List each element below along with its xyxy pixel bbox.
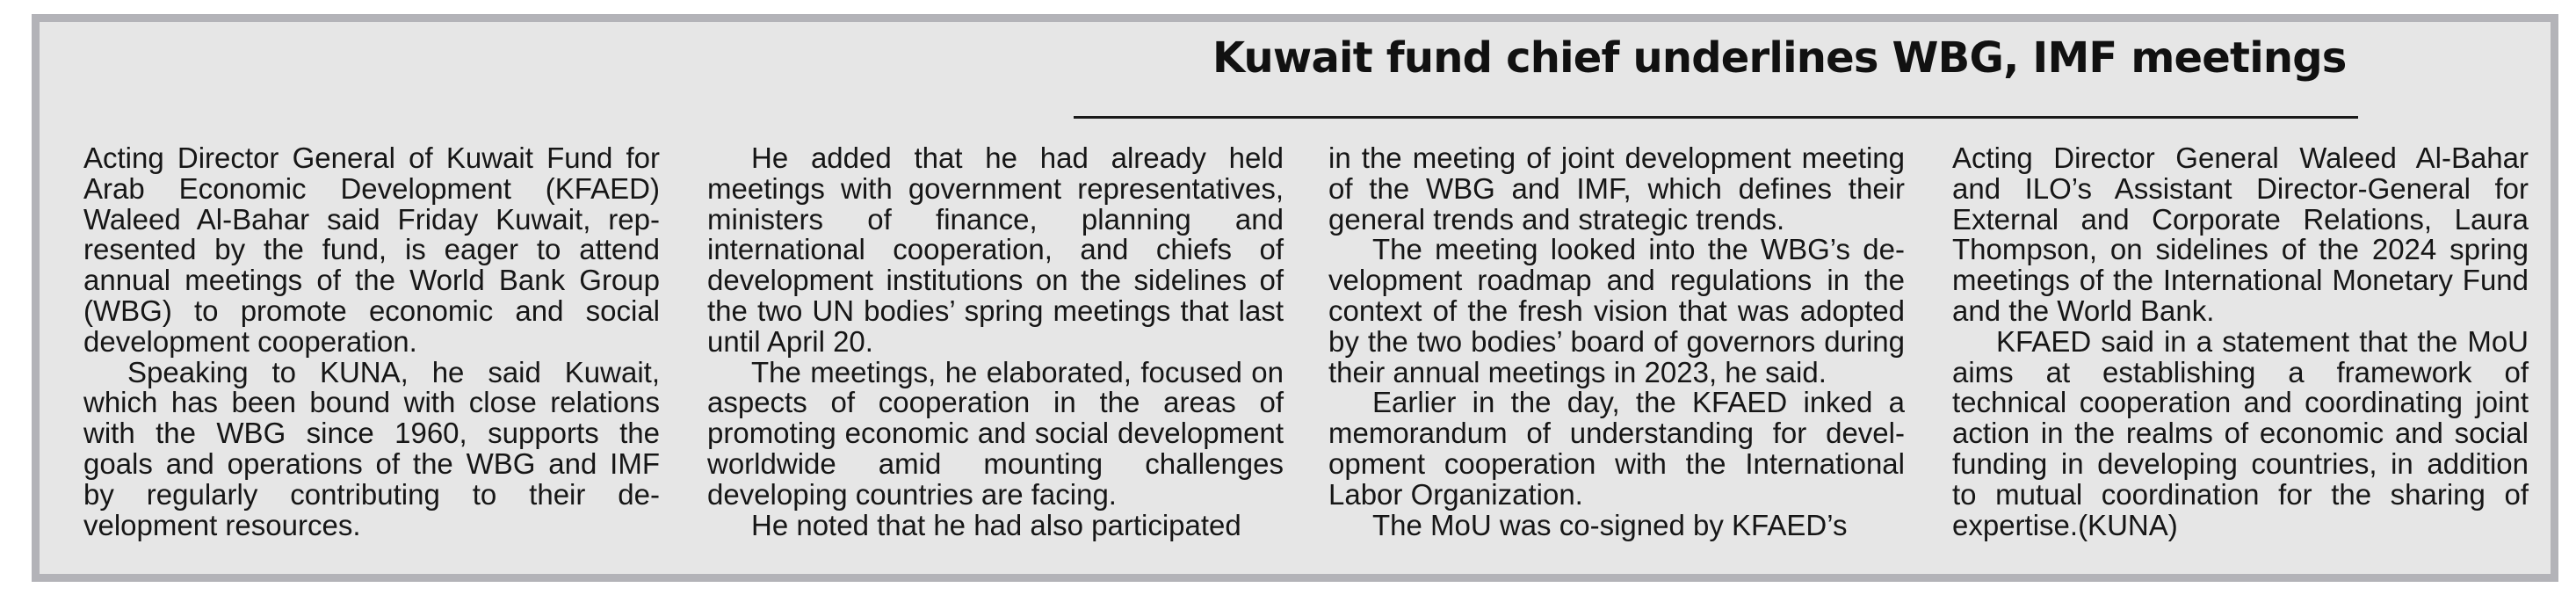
paragraph: He noted that he had also participated [751,508,1241,541]
paragraph: KFAED said in a statement that the MoU aims at establishing a framework of technical cooperation and coordinating joint action in the realms of economic and social funding in developing countries, in addition to mutual coordination for the sharing of expertise.(KUNA) [1952,324,2529,541]
headline-rule [1074,116,2358,119]
paragraph: The meetings, he elaborated, focused on aspects of cooperation in the areas of promoting economic and social development worldwide amid mounting challenges developing countries are facing. [707,355,1284,511]
article-column-4 [1952,143,2529,541]
paragraph: in the meeting of joint development meeting of the WBG and IMF, which defines their general trends and strategic trends. [1328,141,1905,236]
paragraph: Earlier in the day, the KFAED inked a memorandum of understanding for development cooperation with the International Labor Organization. [1328,386,1905,511]
paragraph: He added that he had already held meetings with government representatives, ministers of finance, planning and international cooperation, and chiefs of development institutions on the sidelines of the two UN bodies’ spring meetings that last until April 20. [707,141,1284,358]
paragraph: The MoU was co-signed by KFAED’s [1372,508,1848,541]
article-column-2 [707,143,1284,541]
article-column-1 [83,143,660,541]
paragraph: Speaking to KUNA, he said Kuwait, which has been bound with close relations with the WBG since 1960, supports the goals and operations of the WBG and IMF by regularly contributing to their development resources. [83,355,660,541]
article-column-3 [1328,143,1905,541]
paragraph: The meeting looked into the WBG’s development roadmap and regulations in the context of the fresh vision that was adopted by the two bodies’ board of governors during their annual meetings in 2023, he said. [1328,233,1905,388]
paragraph: Acting Director General of Kuwait Fund for Arab Economic Development (KFAED) Waleed Al-Bahar said Friday Kuwait, represented by the fund, is eager to attend annual meetings of the World Bank Group (WBG) to promote economic and social development cooperation. [83,141,660,358]
article-headline: Kuwait fund chief underlines WBG, IMF meetings [1212,33,2347,83]
paragraph: Acting Director General Waleed Al-Bahar and ILO’s Assistant Director-General for External and Corporate Relations, Laura Thompson, on sidelines of the 2024 spring meetings of the International Monetary Fund and the World Bank. [1952,141,2529,327]
